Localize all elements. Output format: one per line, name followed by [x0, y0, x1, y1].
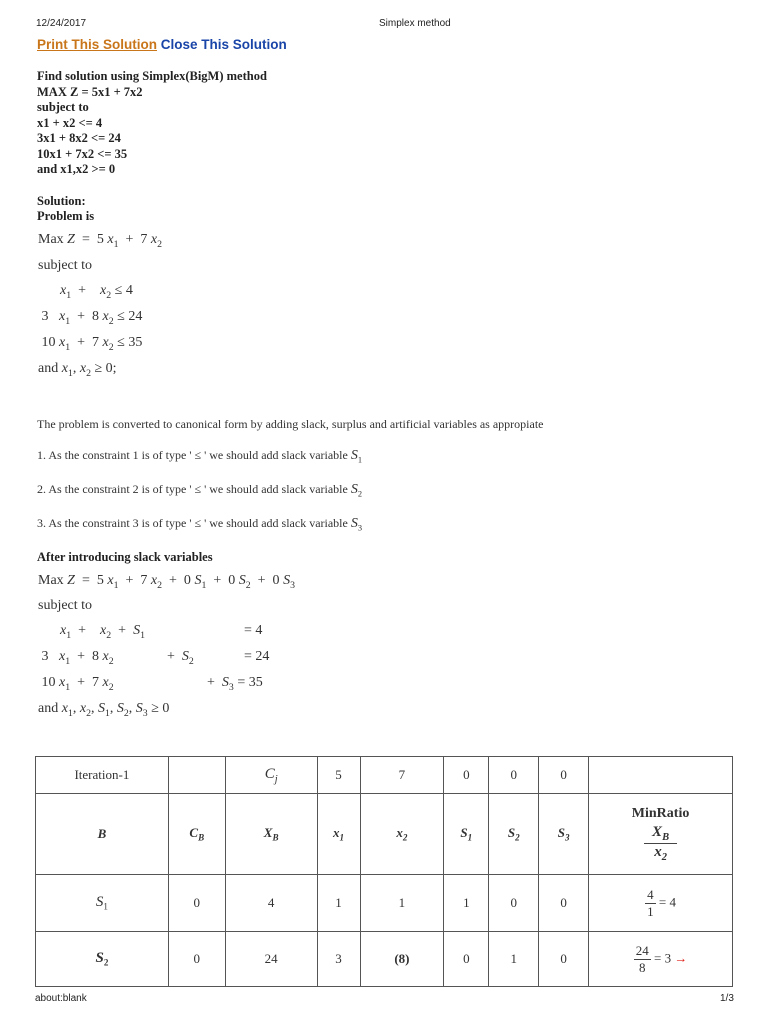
- col-xb: $X_B$: [225, 794, 317, 875]
- step-3: 3. As the constraint 3 is of type ' ≤ ' we should add slack variable $S_3$: [37, 516, 363, 533]
- cell-value: 1: [360, 875, 444, 932]
- objective-with-slack: Max Z = 5 $x_1 + 7$ $x_2 + 0$ $S_1 + 0$ $S_2 + 0$ $S_3$: [38, 573, 295, 591]
- cj-value: 0: [489, 757, 539, 794]
- ratio-cell: $\frac{24}{8}$ = 3 →: [589, 932, 733, 987]
- col-x2: $x_2$: [360, 794, 444, 875]
- constraint-2: 3 $x_1 + 8$ $x_2 \le 24$: [38, 309, 143, 327]
- col-basis: B: [36, 794, 169, 875]
- problem-line: MAX Z = 5x1 + 7x2: [37, 84, 143, 99]
- canonical-form-text: The problem is converted to canonical form by adding slack, surplus and artificial variables as appropiate: [37, 417, 544, 431]
- table-row: [36, 757, 733, 794]
- constraint-3: 10 $x_1 + 7$ $x_2 \le 35$: [38, 335, 143, 353]
- solution-heading: Solution:: [37, 194, 86, 208]
- problem-line: 10x1 + 7x2 <= 35: [37, 146, 128, 161]
- cj-value: 5: [317, 757, 360, 794]
- cell-value: 1: [489, 932, 539, 987]
- cell-cb: 0: [168, 932, 225, 987]
- col-s1: $S_1$: [444, 794, 489, 875]
- cj-label: $C_j$: [225, 757, 317, 794]
- problem-line: 3x1 + 8x2 <= 24: [37, 131, 121, 145]
- table-header-row: [36, 794, 733, 875]
- slack-constraint-2: 3 $x_1 + 8$ $x_2$: [38, 649, 114, 667]
- table-row: [36, 932, 733, 987]
- table-row: [36, 875, 733, 932]
- cell-value: 0: [489, 875, 539, 932]
- problem-line: Find solution using Simplex(BigM) method: [37, 69, 267, 83]
- after-slack-heading: After introducing slack variables: [37, 550, 213, 564]
- arrow-right-icon: →: [674, 949, 688, 965]
- cj-value: 0: [539, 757, 589, 794]
- problem-line: x1 + x2 <= 4: [37, 115, 103, 130]
- slack-constraint-1: $x_1$ + $x_2 + S_1$: [60, 623, 145, 641]
- cell-value: 0: [444, 932, 489, 987]
- cell-value: 1: [317, 875, 360, 932]
- simplex-table: [35, 756, 733, 987]
- solution-links: [37, 37, 287, 52]
- page-title: Simplex method: [379, 18, 451, 29]
- col-cb: $C_B$: [168, 794, 225, 875]
- print-solution-link[interactable]: Print This Solution: [37, 37, 157, 52]
- cj-value: 0: [444, 757, 489, 794]
- col-s2: $S_2$: [489, 794, 539, 875]
- col-x1: $x_1$: [317, 794, 360, 875]
- cell-xb: 24: [225, 932, 317, 987]
- cell-cb: 0: [168, 875, 225, 932]
- ratio-cell: $\frac{4}{1}$ = 4: [589, 875, 733, 932]
- col-min-ratio: MinRatio $\frac{X_B}{x_2}$: [589, 794, 733, 875]
- non-negativity-slack: and $x_1$, $x_2$, $S_1$, $S_2$, $S_3 \ge 0$: [38, 701, 170, 719]
- non-negativity: and $x_1$, $x_2 \ge 0$;: [38, 361, 117, 379]
- problem-line: and x1,x2 >= 0: [37, 162, 116, 176]
- cell-value: 0: [539, 875, 589, 932]
- cell-value: 0: [539, 932, 589, 987]
- cell-value: 1: [444, 875, 489, 932]
- cell-xb: 4: [225, 875, 317, 932]
- page-number: 1/3: [720, 993, 734, 1004]
- close-solution-link[interactable]: Close This Solution: [160, 37, 287, 52]
- problem-line: subject to: [37, 100, 89, 114]
- objective-function: Max Z = 5 $x_1 + 7$ $x_2$: [38, 232, 163, 250]
- basis-s1: $S_1$: [36, 875, 169, 932]
- step-2: 2. As the constraint 2 is of type ' ≤ ' we should add slack variable $S_2$: [37, 482, 363, 499]
- cell-value: 3: [317, 932, 360, 987]
- iteration-label: Iteration-1: [36, 757, 169, 794]
- problem-is-label: Problem is: [37, 209, 95, 223]
- problem-statement: [37, 69, 267, 178]
- cj-value: 7: [360, 757, 444, 794]
- subject-to-label-2: subject to: [38, 598, 93, 613]
- pivot-cell: (8): [360, 932, 444, 987]
- col-s3: $S_3$: [539, 794, 589, 875]
- constraint-1: $x_1$ + $x_2 \le 4$: [60, 283, 133, 301]
- page-url: about:blank: [35, 993, 87, 1004]
- print-date: 12/24/2017: [36, 18, 87, 29]
- subject-to-label: subject to: [38, 258, 93, 273]
- step-1: 1. As the constraint 1 is of type ' ≤ ' we should add slack variable $S_1$: [37, 448, 363, 465]
- basis-s2: $S_2$: [36, 932, 169, 987]
- slack-constraint-3: 10 $x_1 + 7$ $x_2$: [38, 675, 114, 693]
